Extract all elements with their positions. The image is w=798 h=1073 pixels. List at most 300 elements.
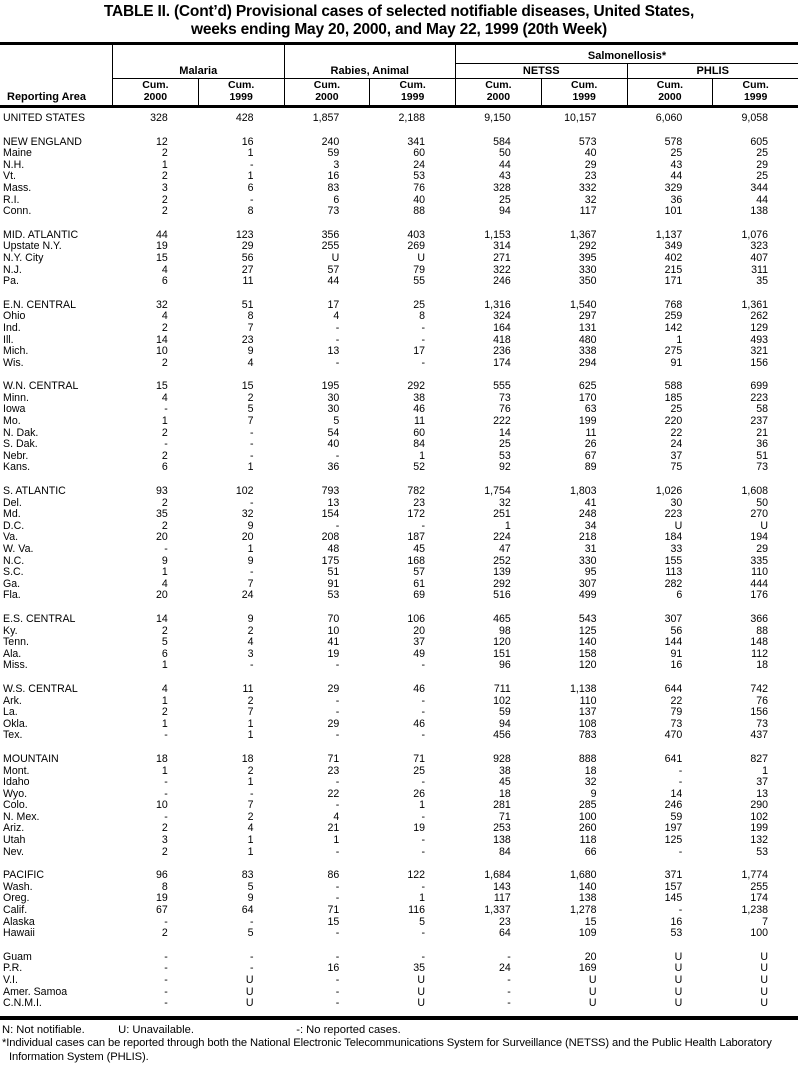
value-cell: 255 <box>321 240 340 253</box>
value-cell: 2,188 <box>398 112 425 124</box>
reporting-area-cell: D.C. <box>3 519 25 532</box>
value-cell: - <box>164 962 168 975</box>
value-cell: - <box>335 880 340 893</box>
value-cell: 86 <box>327 869 340 882</box>
value-cell: 350 <box>578 275 597 288</box>
value-cell: - <box>421 729 425 742</box>
reporting-area-cell: Idaho <box>3 776 30 789</box>
value-cell: 251 <box>493 508 511 521</box>
value-cell: U <box>331 251 340 264</box>
value-cell: 259 <box>664 310 683 323</box>
value-cell: 24 <box>670 438 683 451</box>
reporting-area-cell: PACIFIC <box>3 869 45 882</box>
value-cell: - <box>421 519 425 532</box>
value-cell: 15 <box>155 251 168 264</box>
value-cell: U <box>245 985 254 998</box>
reporting-area-cell: Md. <box>3 508 21 521</box>
value-cell: 71 <box>413 752 425 765</box>
header-group-phlis: PHLIS <box>627 64 798 79</box>
value-cell: 142 <box>664 321 683 334</box>
value-cell: 32 <box>155 298 168 311</box>
value-cell: 222 <box>493 415 511 428</box>
value-cell: 145 <box>664 892 683 905</box>
value-cell: 46 <box>413 717 425 730</box>
value-cell: 56 <box>670 624 683 637</box>
value-cell: - <box>421 950 425 963</box>
value-cell: 157 <box>664 880 683 893</box>
value-cell: 60 <box>413 426 425 439</box>
value-cell: 73 <box>756 717 768 730</box>
value-cell: 578 <box>664 135 683 148</box>
value-cell: 18 <box>498 787 511 800</box>
table-section <box>0 113 798 125</box>
value-cell: 11 <box>414 415 425 428</box>
value-cell: 2 <box>161 205 168 218</box>
value-cell: - <box>164 729 168 742</box>
value-cell: 59 <box>670 810 683 823</box>
value-cell: 3 <box>161 181 168 194</box>
value-cell: 187 <box>407 531 425 544</box>
value-cell: 1,026 <box>655 485 683 498</box>
value-cell: - <box>249 496 254 509</box>
value-cell: U <box>760 519 768 532</box>
value-cell: 330 <box>578 554 597 567</box>
reporting-area-cell: Kans. <box>3 461 31 474</box>
value-cell: U <box>417 997 425 1010</box>
reporting-area-cell: Iowa <box>3 403 26 416</box>
value-cell: 6,060 <box>655 112 683 124</box>
value-cell: 123 <box>235 228 254 241</box>
year-label: 2000 <box>315 90 339 103</box>
value-cell: 1 <box>333 834 340 847</box>
table-row <box>0 323 798 335</box>
value-cell: 11 <box>242 682 254 695</box>
value-cell: U <box>417 974 425 986</box>
value-cell: 30 <box>327 391 340 404</box>
value-cell: 2 <box>161 624 168 637</box>
value-cell: - <box>421 880 425 893</box>
value-cell: 307 <box>664 612 683 625</box>
value-cell: 1 <box>247 543 254 555</box>
value-cell: 19 <box>155 892 168 905</box>
value-cell: 1,754 <box>484 485 511 498</box>
value-cell: U <box>588 974 597 986</box>
value-cell: 4 <box>333 810 340 823</box>
value-cell: 4 <box>161 310 168 323</box>
reporting-area-cell: Guam <box>3 950 32 963</box>
value-cell: 35 <box>155 508 168 521</box>
value-cell: 36 <box>327 461 340 474</box>
value-cell: 33 <box>670 543 683 555</box>
value-cell: 255 <box>750 880 768 893</box>
value-cell: 9 <box>247 519 254 532</box>
reporting-area-cell: Okla. <box>3 717 28 730</box>
cum-label: Cum. <box>228 79 255 91</box>
reporting-area-cell: Conn. <box>3 205 32 218</box>
value-cell: 14 <box>670 787 683 800</box>
value-cell: 91 <box>670 356 683 369</box>
value-cell: 21 <box>756 426 768 439</box>
value-cell: 25 <box>670 403 683 416</box>
value-cell: - <box>164 787 168 800</box>
value-cell: 8 <box>247 205 254 218</box>
value-cell: 63 <box>584 403 597 416</box>
value-cell: 120 <box>578 659 597 672</box>
value-cell: 480 <box>578 333 597 346</box>
year-label: 1999 <box>400 90 425 103</box>
value-cell: - <box>249 659 254 672</box>
header-group-netss: NETSS <box>455 64 627 79</box>
value-cell: 50 <box>498 147 511 160</box>
reporting-area-cell: N.H. <box>3 158 25 171</box>
value-cell: 143 <box>493 880 511 893</box>
value-cell: 768 <box>664 298 683 311</box>
value-cell: 1 <box>161 694 168 707</box>
value-cell: U <box>245 997 254 1010</box>
value-cell: 83 <box>241 869 254 882</box>
value-cell: 20 <box>413 624 425 637</box>
value-cell: - <box>249 438 254 451</box>
value-cell: 40 <box>327 438 340 451</box>
value-cell: 17 <box>327 298 340 311</box>
value-cell: 2 <box>247 764 254 777</box>
value-cell: 16 <box>327 170 340 183</box>
value-cell: 407 <box>750 251 768 264</box>
value-cell: 101 <box>664 205 683 218</box>
value-cell: 56 <box>241 251 254 264</box>
value-cell: 110 <box>579 694 597 707</box>
value-cell: 470 <box>664 729 683 742</box>
value-cell: 67 <box>155 904 168 917</box>
value-cell: 15 <box>327 915 340 928</box>
value-cell: 7 <box>247 706 254 719</box>
reporting-area-cell: N.Y. City <box>3 251 44 264</box>
value-cell: 14 <box>155 612 168 625</box>
value-cell: 96 <box>498 659 511 672</box>
value-cell: 38 <box>498 764 511 777</box>
value-cell: 40 <box>413 193 425 206</box>
table-row <box>0 614 798 626</box>
value-cell: 2 <box>161 170 168 183</box>
value-cell: - <box>164 403 168 416</box>
value-cell: U <box>674 962 683 975</box>
table-row <box>0 707 798 719</box>
value-cell: 1,138 <box>569 682 597 695</box>
reporting-area-cell: Del. <box>3 496 22 509</box>
value-cell: 61 <box>413 577 425 590</box>
header-group-rabies-animal: Rabies, Animal <box>284 64 456 79</box>
value-cell: 25 <box>413 298 425 311</box>
value-cell: 271 <box>493 251 511 264</box>
value-cell: 260 <box>578 822 597 835</box>
value-cell: 10 <box>327 624 340 637</box>
value-cell: - <box>421 927 425 940</box>
value-cell: - <box>249 193 254 206</box>
header-col-rabies-cum-1999 <box>369 79 455 105</box>
value-cell: 17 <box>413 345 425 358</box>
value-cell: - <box>335 694 340 707</box>
value-cell: 53 <box>498 449 511 462</box>
value-cell: 139 <box>493 566 511 579</box>
table-section <box>0 486 798 602</box>
value-cell: 18 <box>756 659 768 672</box>
table-row <box>0 730 798 742</box>
value-cell: - <box>164 543 168 555</box>
value-cell: 117 <box>579 205 597 218</box>
value-cell: 403 <box>407 228 425 241</box>
reporting-area-cell: MID. ATLANTIC <box>3 228 79 241</box>
value-cell: 98 <box>498 624 511 637</box>
value-cell: 1,278 <box>569 904 597 917</box>
reporting-area-cell: Ill. <box>3 333 14 346</box>
value-cell: 66 <box>584 845 597 858</box>
value-cell: 92 <box>498 461 511 474</box>
value-cell: 26 <box>584 438 597 451</box>
reporting-area-cell: N. Mex. <box>3 810 40 823</box>
value-cell: 1,367 <box>569 228 597 241</box>
value-cell: 102 <box>493 694 511 707</box>
reporting-area-cell: Fla. <box>3 589 21 602</box>
table-row <box>0 684 798 696</box>
value-cell: 51 <box>756 449 768 462</box>
table-row <box>0 998 798 1010</box>
value-cell: 44 <box>670 170 683 183</box>
table-row <box>0 975 798 987</box>
value-cell: 16 <box>670 915 683 928</box>
value-cell: 73 <box>498 391 511 404</box>
value-cell: 1 <box>247 729 254 742</box>
value-cell: 699 <box>750 380 768 393</box>
reporting-area-cell: V.I. <box>3 974 18 986</box>
value-cell: 10 <box>155 799 168 812</box>
value-cell: 223 <box>664 508 683 521</box>
footnotes <box>0 1020 798 1065</box>
table-section <box>0 870 798 940</box>
reporting-area-cell: S.C. <box>3 566 24 579</box>
header-spacer <box>112 45 284 64</box>
value-cell: 25 <box>756 170 768 183</box>
value-cell: 2 <box>161 822 168 835</box>
value-cell: 19 <box>327 647 340 660</box>
value-cell: 1,540 <box>569 298 597 311</box>
value-cell: 311 <box>751 263 768 276</box>
value-cell: - <box>335 659 340 672</box>
value-cell: 117 <box>493 892 511 905</box>
value-cell: 1 <box>762 764 768 777</box>
value-cell: 1,680 <box>569 869 597 882</box>
reporting-area-cell: S. ATLANTIC <box>3 485 66 498</box>
year-label: 2000 <box>658 90 682 103</box>
value-cell: 108 <box>578 717 597 730</box>
value-cell: 9 <box>247 612 254 625</box>
value-cell: 625 <box>578 380 597 393</box>
value-cell: 1 <box>161 764 168 777</box>
table-title <box>0 0 798 39</box>
value-cell: 2 <box>161 927 168 940</box>
value-cell: - <box>421 321 425 334</box>
value-cell: - <box>507 950 511 963</box>
value-cell: - <box>507 974 511 986</box>
value-cell: 444 <box>750 577 768 590</box>
reporting-area-cell: Hawaii <box>3 927 35 940</box>
value-cell: 53 <box>670 927 683 940</box>
reporting-area-cell: R.I. <box>3 193 20 206</box>
value-cell: 2 <box>161 193 168 206</box>
value-cell: 322 <box>493 263 511 276</box>
value-cell: 24 <box>498 962 511 975</box>
value-cell: 25 <box>498 438 511 451</box>
reporting-area-cell: Ky. <box>3 624 18 637</box>
year-label: 1999 <box>229 90 253 103</box>
value-cell: 1,238 <box>741 904 768 917</box>
reporting-area-cell: E.S. CENTRAL <box>3 612 76 625</box>
value-cell: - <box>164 997 168 1010</box>
value-cell: - <box>421 694 425 707</box>
header-spacer <box>284 45 456 64</box>
reporting-area-cell: Upstate N.Y. <box>3 240 62 253</box>
value-cell: 71 <box>327 904 340 917</box>
table-row <box>0 754 798 766</box>
value-cell: 314 <box>493 240 511 253</box>
value-cell: 2 <box>161 496 168 509</box>
value-cell: - <box>335 519 340 532</box>
value-cell: 395 <box>578 251 597 264</box>
value-cell: - <box>678 764 683 777</box>
value-cell: - <box>335 997 340 1010</box>
value-cell: U <box>245 974 254 986</box>
value-cell: 8 <box>247 310 254 323</box>
table-section <box>0 300 798 370</box>
value-cell: 140 <box>578 880 597 893</box>
value-cell: 30 <box>327 403 340 416</box>
value-cell: - <box>678 776 683 789</box>
value-cell: 144 <box>664 636 683 649</box>
value-cell: 332 <box>578 181 597 194</box>
value-cell: 9,058 <box>741 112 768 124</box>
value-cell: 45 <box>413 543 425 555</box>
value-cell: 29 <box>241 240 254 253</box>
table-row <box>0 905 798 917</box>
value-cell: 29 <box>327 682 340 695</box>
value-cell: U <box>760 997 768 1010</box>
cum-label: Cum. <box>313 79 340 91</box>
value-cell: 71 <box>498 810 511 823</box>
reporting-area-cell: Ark. <box>3 694 22 707</box>
value-cell: 292 <box>407 380 425 393</box>
value-cell: 25 <box>670 147 683 160</box>
value-cell: 275 <box>664 345 683 358</box>
value-cell: 349 <box>664 240 683 253</box>
value-cell: U <box>760 985 768 998</box>
value-cell: 106 <box>407 612 425 625</box>
value-cell: 53 <box>327 589 340 602</box>
value-cell: 742 <box>750 682 768 695</box>
value-cell: 37 <box>413 636 425 649</box>
value-cell: 40 <box>584 147 597 160</box>
value-cell: 53 <box>756 845 768 858</box>
value-cell: 71 <box>327 752 340 765</box>
value-cell: 641 <box>664 752 683 765</box>
value-cell: 148 <box>750 636 768 649</box>
value-cell: 51 <box>241 298 254 311</box>
value-cell: 588 <box>664 380 683 393</box>
value-cell: 37 <box>670 449 683 462</box>
value-cell: 154 <box>321 508 340 521</box>
value-cell: 4 <box>247 822 254 835</box>
reporting-area-cell: Wash. <box>3 880 33 893</box>
value-cell: 7 <box>247 415 254 428</box>
value-cell: 4 <box>247 356 254 369</box>
value-cell: 290 <box>750 799 768 812</box>
header-col-phlis-cum-2000 <box>627 79 713 105</box>
value-cell: 41 <box>584 496 597 509</box>
value-cell: 16 <box>241 135 254 148</box>
value-cell: 140 <box>578 636 597 649</box>
value-cell: 5 <box>247 403 254 416</box>
value-cell: 711 <box>493 682 511 695</box>
value-cell: 43 <box>670 158 683 171</box>
value-cell: 194 <box>750 531 768 544</box>
value-cell: 22 <box>670 426 683 439</box>
value-cell: U <box>674 974 683 986</box>
value-cell: 2 <box>247 624 254 637</box>
value-cell: 32 <box>584 193 597 206</box>
reporting-area-cell: Va. <box>3 531 19 544</box>
value-cell: 6 <box>161 647 168 660</box>
value-cell: 155 <box>664 554 683 567</box>
value-cell: 156 <box>750 356 768 369</box>
value-cell: 138 <box>750 205 768 218</box>
value-cell: 18 <box>241 752 254 765</box>
value-cell: 158 <box>578 647 597 660</box>
reporting-area-cell: Ga. <box>3 577 21 590</box>
value-cell: 1 <box>676 333 683 346</box>
value-cell: 8 <box>419 310 425 323</box>
table-section <box>0 614 798 672</box>
value-cell: - <box>164 974 168 986</box>
table-section <box>0 230 798 288</box>
value-cell: 285 <box>578 799 597 812</box>
value-cell: 46 <box>413 403 425 416</box>
table-row <box>0 928 798 940</box>
value-cell: 1 <box>247 717 254 730</box>
value-cell: - <box>249 915 254 928</box>
value-cell: 94 <box>498 205 511 218</box>
value-cell: U <box>674 985 683 998</box>
cum-label: Cum. <box>485 79 512 91</box>
value-cell: 1 <box>247 170 254 183</box>
value-cell: 49 <box>413 647 425 660</box>
value-cell: 2 <box>161 321 168 334</box>
value-cell: 5 <box>247 927 254 940</box>
reporting-area-cell: W. Va. <box>3 543 34 555</box>
value-cell: 169 <box>578 962 597 975</box>
value-cell: 171 <box>664 275 683 288</box>
value-cell: 47 <box>498 543 511 555</box>
value-cell: 36 <box>756 438 768 451</box>
value-cell: 70 <box>327 612 340 625</box>
reporting-area-cell: Vt. <box>3 170 16 183</box>
value-cell: 7 <box>762 915 768 928</box>
reporting-area-cell: Maine <box>3 147 32 160</box>
value-cell: - <box>335 449 340 462</box>
value-cell: - <box>164 915 168 928</box>
value-cell: - <box>421 834 425 847</box>
value-cell: 328 <box>150 112 168 124</box>
table-row <box>0 847 798 859</box>
value-cell: - <box>164 776 168 789</box>
value-cell: 2 <box>161 845 168 858</box>
